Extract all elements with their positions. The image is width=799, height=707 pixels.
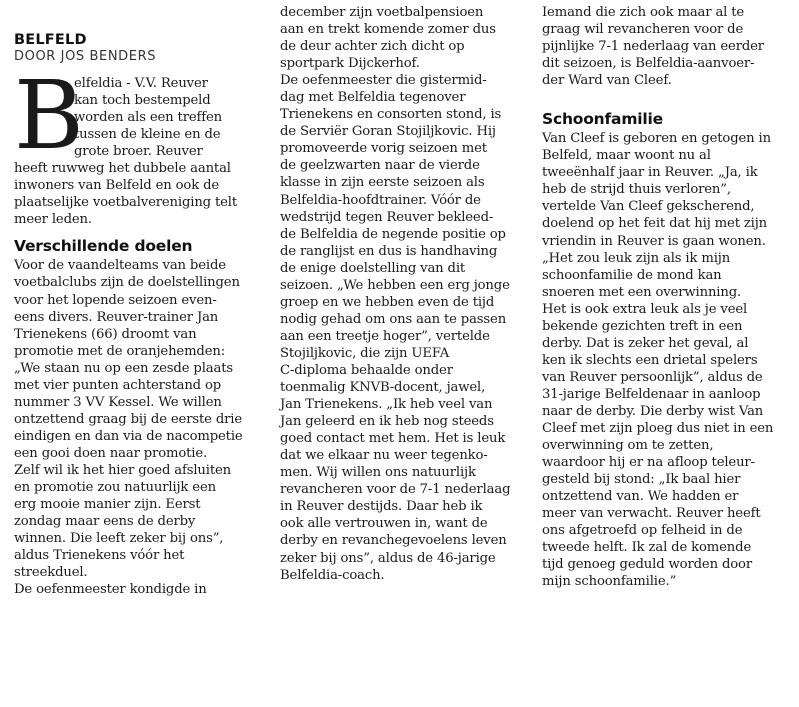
text-line: heb de strijd thuis verloren”, bbox=[542, 182, 731, 198]
text-line: meer van verwacht. Reuver heeft bbox=[542, 506, 761, 522]
text-line: en promotie zou natuurlijk een bbox=[14, 480, 216, 496]
text-line: naar de derby. Die derby wist Van bbox=[542, 403, 764, 419]
text-line: nodig gehad om ons aan te passen bbox=[280, 311, 507, 327]
text-line: Trienekens en consorten stond, is bbox=[280, 107, 502, 123]
text-line: aan een treetje hoger”, vertelde bbox=[280, 328, 490, 344]
text-line: de enige doelstelling van dit bbox=[280, 260, 466, 276]
column-2 bbox=[280, 4, 528, 584]
text-line: Van Cleef is geboren en getogen in bbox=[542, 131, 771, 147]
text-line: grote broer. Reuver bbox=[74, 144, 203, 160]
text-line: met vier punten achterstand op bbox=[14, 377, 222, 393]
text-line: dag met Belfeldia tegenover bbox=[280, 90, 466, 106]
text-line: der Ward van Cleef. bbox=[542, 73, 672, 89]
text-line: meer leden. bbox=[14, 212, 92, 228]
text-line: dit seizoen, is Belfeldia-aanvoer- bbox=[542, 56, 755, 72]
text-line: Jan geleerd en ik heb nog steeds bbox=[280, 414, 494, 430]
text-line: worden als een treffen bbox=[74, 110, 222, 126]
text-line: sportpark Dijckerhof. bbox=[280, 56, 420, 72]
text-line: derby en revanchegevoelens leven bbox=[280, 533, 507, 549]
text-line: ontzettend van. We hadden er bbox=[542, 489, 739, 505]
text-line: seizoen. „We hebben een erg jonge bbox=[280, 277, 510, 293]
column-1 bbox=[14, 32, 264, 598]
text-line: ons afgetroefd op felheid in de bbox=[542, 523, 743, 539]
column-1-body bbox=[14, 257, 264, 598]
text-line: De oefenmeester kondigde in bbox=[14, 582, 207, 598]
text-line: overwinning om te zetten, bbox=[542, 438, 714, 454]
text-line: kan toch bestempeld bbox=[74, 93, 211, 109]
text-line: de geelzwarten naar de vierde bbox=[280, 158, 480, 174]
text-line: groep en we hebben even de tijd bbox=[280, 294, 495, 310]
text-line: tweeënhalf jaar in Reuver. „Ja, ik bbox=[542, 165, 758, 181]
subhead-verschillende-doelen: Verschillende doelen bbox=[14, 237, 193, 256]
text-line: de deur achter zich dicht op bbox=[280, 39, 465, 55]
text-line: Belfeldia-coach. bbox=[280, 567, 385, 583]
text-line: wedstrijd tegen Reuver bekleed- bbox=[280, 209, 494, 225]
text-line: inwoners van Belfeld en ook de bbox=[14, 178, 220, 194]
text-line: voor het lopende seizoen even- bbox=[14, 292, 217, 308]
text-line: Het is ook extra leuk als je veel bbox=[542, 301, 748, 317]
text-line: „Het zou leuk zijn als ik mijn bbox=[542, 250, 731, 266]
text-line: de Serviër Goran Stojiljkovic. Hij bbox=[280, 124, 496, 140]
column-2-body bbox=[280, 4, 528, 584]
text-line: eindigen en dan via de nacompetie bbox=[14, 428, 243, 444]
text-line: bekende gezichten treft in een bbox=[542, 318, 743, 334]
text-line: vertelde Van Cleef gekscherend, bbox=[542, 199, 755, 215]
text-line: nummer 3 VV Kessel. We willen bbox=[14, 394, 222, 410]
text-line: promoveerde vorig seizoen met bbox=[280, 141, 487, 157]
text-line: plaatselijke voetbalvereniging telt bbox=[14, 195, 238, 211]
text-line: dat we elkaar nu weer tegenko- bbox=[280, 448, 488, 464]
column-3-body bbox=[542, 130, 790, 590]
text-line: december zijn voetbalpensioen bbox=[280, 5, 484, 20]
text-line: graag wil revancheren voor de bbox=[542, 22, 744, 38]
text-line: voetbalclubs zijn de doelstellingen bbox=[14, 275, 240, 291]
text-line: elfeldia - V.V. Reuver bbox=[74, 76, 208, 91]
text-line: streekduel. bbox=[14, 565, 88, 581]
text-line: eens divers. Reuver-trainer Jan bbox=[14, 309, 219, 325]
text-line: tijd genoeg geduld worden door bbox=[542, 557, 752, 573]
text-line: doelend op het feit dat hij met zijn bbox=[542, 216, 768, 232]
text-line: Zelf wil ik het hier goed afsluiten bbox=[14, 462, 231, 478]
text-line: men. Wij willen ons natuurlijk bbox=[280, 465, 476, 481]
text-line: ken ik slechts een drietal spelers bbox=[542, 352, 758, 368]
subhead-schoonfamilie: Schoonfamilie bbox=[542, 110, 663, 129]
text-line: aldus Trienekens vóór het bbox=[14, 548, 185, 564]
kicker-location: BELFELD bbox=[14, 32, 87, 48]
text-line: Jan Trienekens. „Ik heb veel van bbox=[280, 397, 493, 413]
text-line: „We staan nu op een zesde plaats bbox=[14, 360, 233, 376]
text-line: snoeren met een overwinning. bbox=[542, 284, 742, 300]
text-line: de ranglijst en dus is handhaving bbox=[280, 243, 498, 259]
text-line: C-diploma behaalde onder bbox=[280, 362, 453, 378]
text-line: De oefenmeester die gistermid- bbox=[280, 73, 487, 89]
intro-paragraph bbox=[14, 61, 264, 228]
text-line: schoonfamilie de mond kan bbox=[542, 267, 722, 283]
text-line: Belfeldia-hoofdtrainer. Vóór de bbox=[280, 192, 481, 208]
text-line: Voor de vaandelteams van beide bbox=[14, 258, 226, 274]
text-line: vriendin in Reuver is gaan wonen. bbox=[542, 233, 766, 249]
text-line: klasse in zijn eerste seizoen als bbox=[280, 175, 485, 191]
text-line: pijnlijke 7-1 nederlaag van eerder bbox=[542, 39, 764, 55]
text-line: 31-jarige Belfeldenaar in aanloop bbox=[542, 386, 761, 402]
text-line: zondag maar eens de derby bbox=[14, 514, 196, 530]
text-line: heeft ruwweg het dubbele aantal bbox=[14, 161, 231, 177]
text-line: de Belfeldia de negende positie op bbox=[280, 226, 506, 242]
text-line: Stojiljkovic, die zijn UEFA bbox=[280, 345, 450, 361]
column-3-intro bbox=[542, 4, 790, 89]
text-line: mijn schoonfamilie.” bbox=[542, 574, 677, 590]
text-line: erg mooie manier zijn. Eerst bbox=[14, 497, 201, 513]
text-line: derby. Dat is zeker het geval, al bbox=[542, 335, 749, 351]
column-3 bbox=[542, 4, 790, 591]
text-line: tussen de kleine en de bbox=[74, 127, 221, 143]
text-line: goed contact met hem. Het is leuk bbox=[280, 431, 506, 447]
text-line: Iemand die zich ook maar al te bbox=[542, 5, 745, 20]
text-line: een gooi doen naar promotie. bbox=[14, 445, 208, 461]
drop-cap: B bbox=[14, 61, 84, 171]
text-line: promotie met de oranjehemden: bbox=[14, 343, 226, 359]
text-line: ontzettend graag bij de eerste drie bbox=[14, 411, 242, 427]
text-line: ook alle vertrouwen in, want de bbox=[280, 516, 488, 532]
text-line: winnen. Die leeft zeker bij ons”, bbox=[14, 531, 224, 547]
text-line: Cleef met zijn ploeg dus niet in een bbox=[542, 421, 774, 437]
text-line: Belfeld, maar woont nu al bbox=[542, 148, 711, 164]
text-line: revancheren voor de 7-1 nederlaag bbox=[280, 482, 511, 498]
text-line: Trienekens (66) droomt van bbox=[14, 326, 197, 342]
text-line: in Reuver destijds. Daar heb ik bbox=[280, 499, 483, 515]
text-line: van Reuver persoonlijk”, aldus de bbox=[542, 369, 763, 385]
text-line: tweede helft. Ik zal de komende bbox=[542, 540, 752, 556]
text-line: toenmalig KNVB-docent, jawel, bbox=[280, 380, 486, 396]
byline: DOOR JOS BENDERS bbox=[14, 49, 157, 64]
text-line: gesteld bij stond: „Ik baal hier bbox=[542, 472, 741, 488]
text-line: waardoor hij er na afloop teleur- bbox=[542, 455, 755, 471]
text-line: aan en trekt komende zomer dus bbox=[280, 22, 496, 38]
text-line: zeker bij ons”, aldus de 46-jarige bbox=[280, 550, 496, 566]
